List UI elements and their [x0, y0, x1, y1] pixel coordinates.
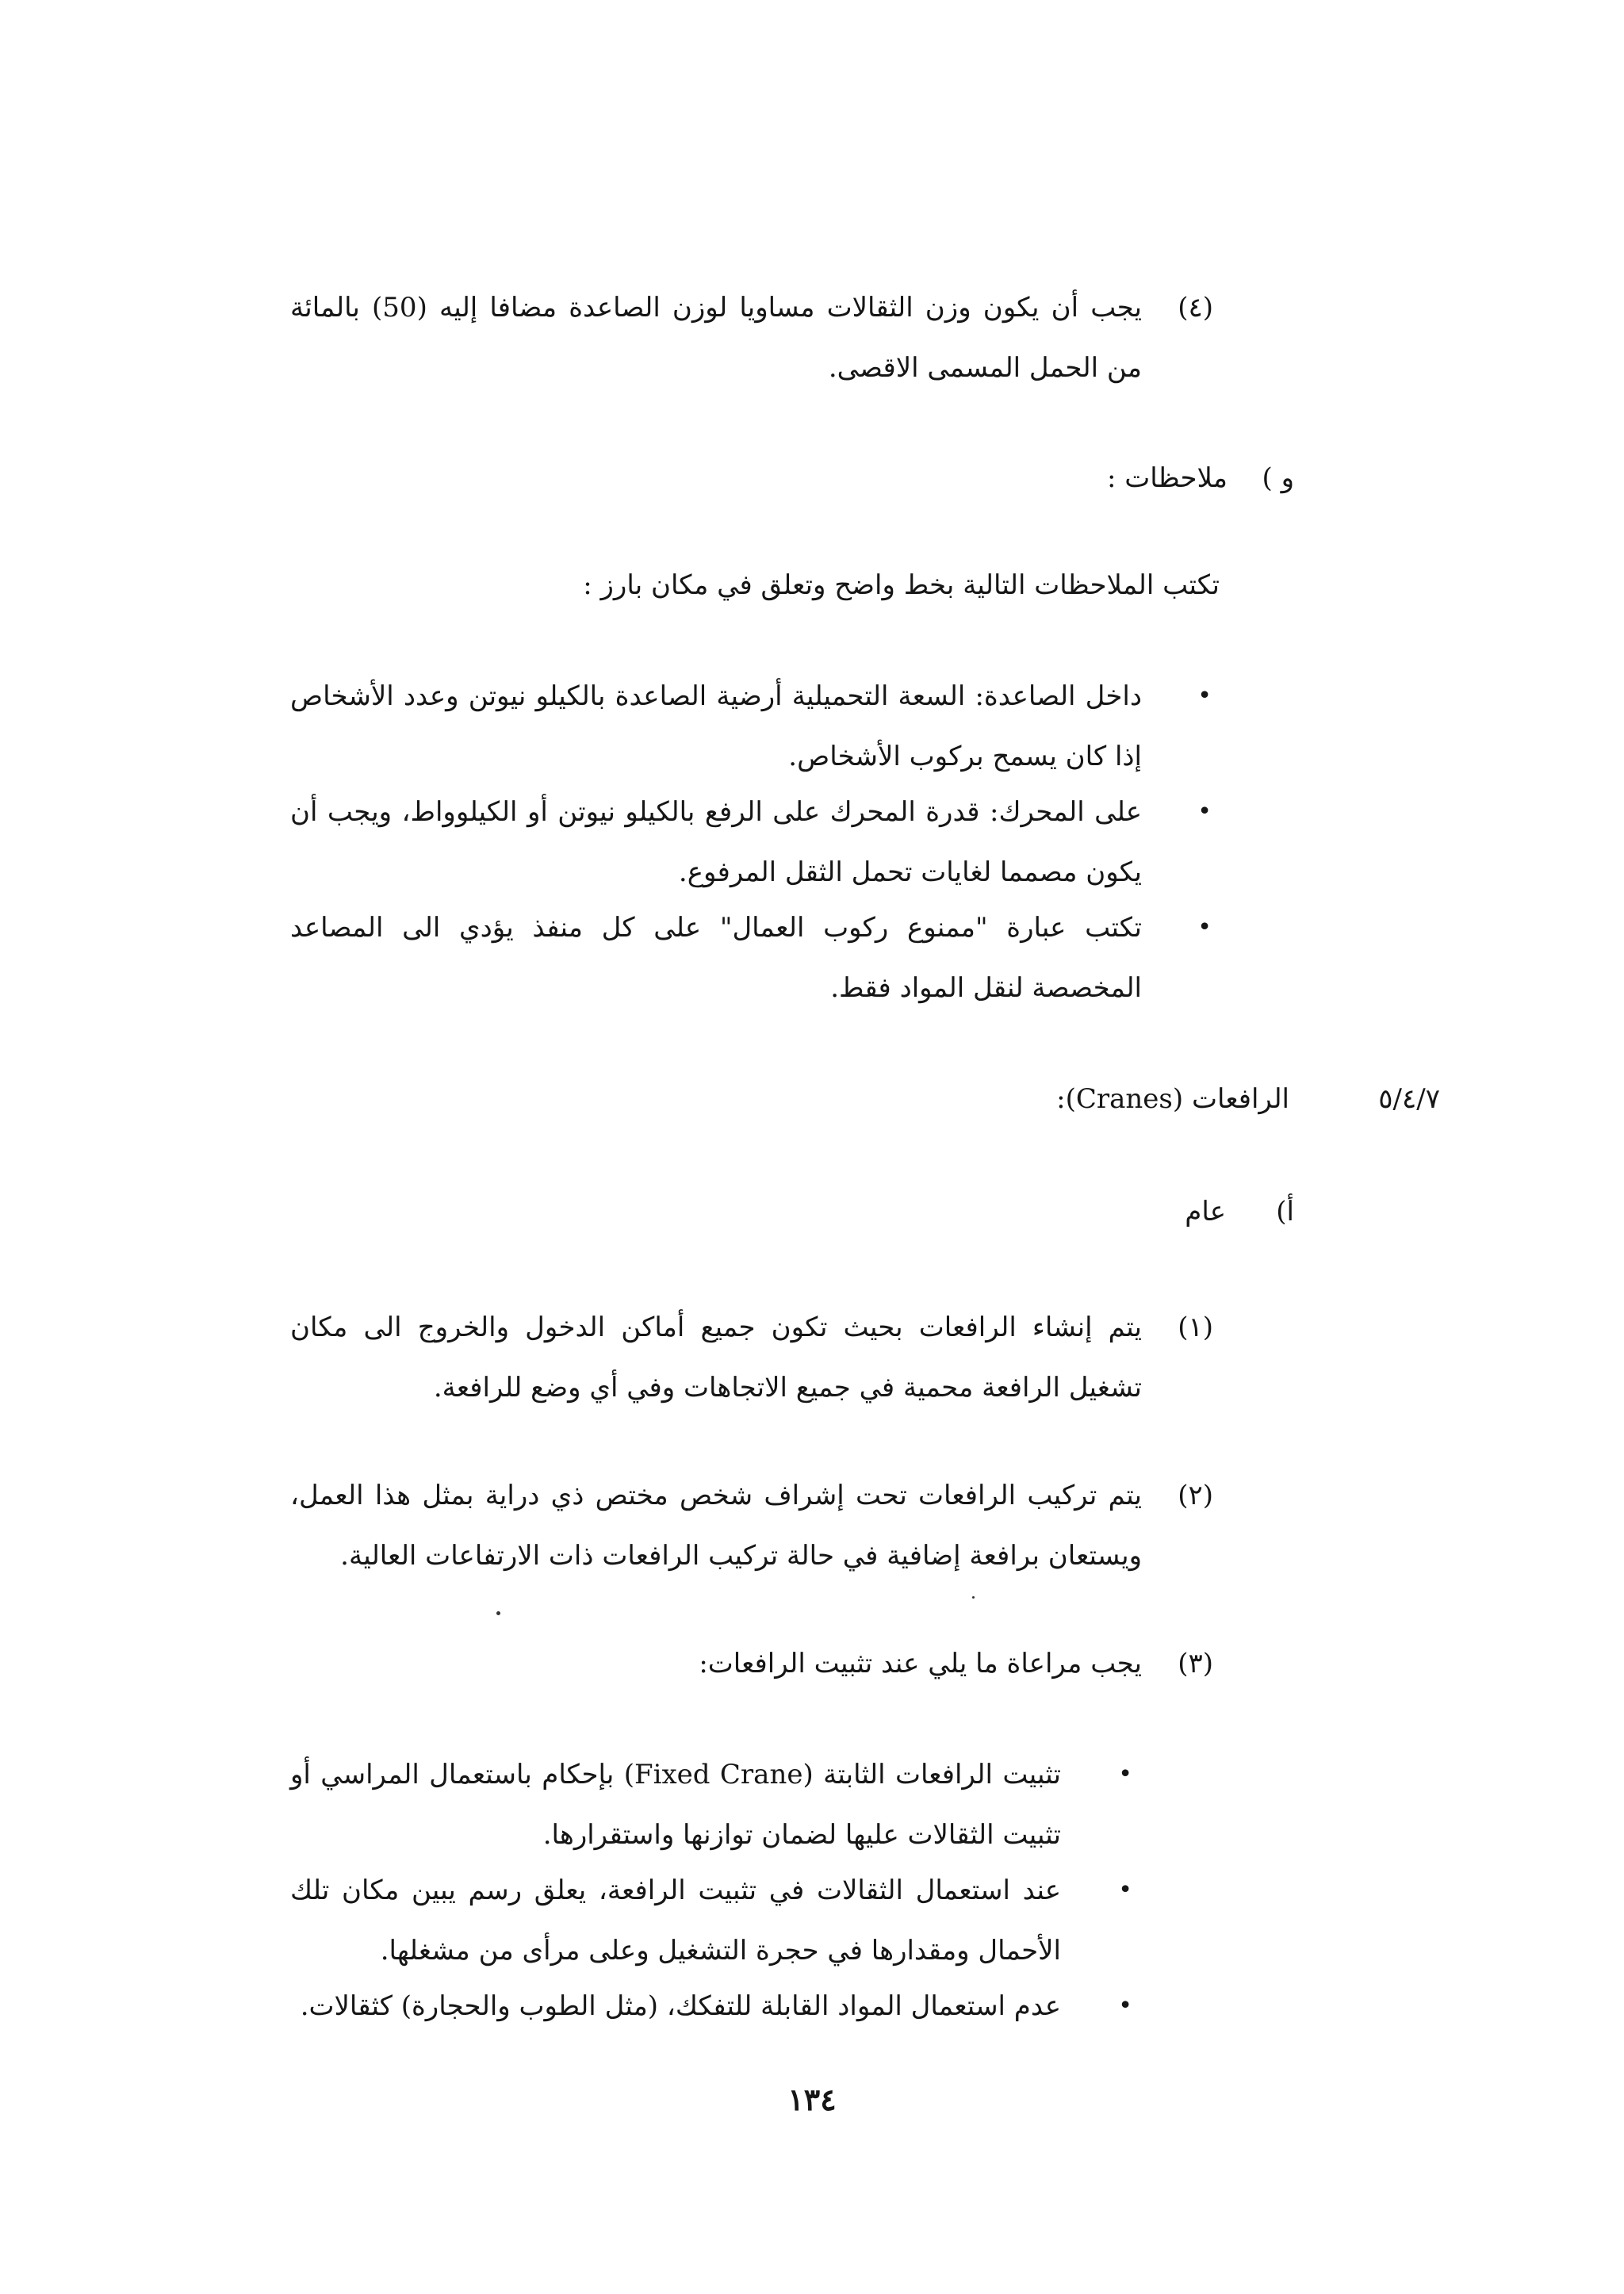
install-bullet-1: تثبيت الرافعات الثابتة (Fixed Crane) بإحكام باستعمال المراسي أو تثبيت الثقالات عليها لضمان توازنها واستقرارها. [290, 1759, 1062, 1851]
notes-bullet-2: على المحرك: قدرة المحرك على الرفع بالكيلو نيوتن أو الكيلوواط، ويجب أن يكون مصمما لغايات تحمل الثقل المرفوع. [290, 796, 1142, 888]
item-2-text: يتم تركيب الرافعات تحت إشراف شخص مختص ذي دراية بمثل هذا العمل، ويستعان برافعة إضافية في حالة تركيب الرافعات ذات الارتفاعات العالية. [290, 1480, 1142, 1572]
bullet-icon: • [1197, 798, 1212, 825]
bullet-icon: • [1118, 1876, 1132, 1904]
item-4-text: يجب أن يكون وزن الثقالات مساويا لوزن الصاعدة مضافا إليه (50) بالمائة من الحمل المسمى الاقصى. [290, 292, 1142, 384]
notes-bullet-1: داخل الصاعدة: السعة التحميلية أرضية الصاعدة بالكيلو نيوتن وعدد الأشخاص إذا كان يسمح بركوب الأشخاص. [290, 680, 1142, 772]
item-2-number: (٢) [1178, 1480, 1213, 1511]
install-bullet-2: عند استعمال الثقالات في تثبيت الرافعة، يعلق رسم يبين مكان تلك الأحمال ومقدارها في حجرة التشغيل وعلى مرأى من مشغلها. [290, 1875, 1061, 1967]
section-title: الرافعات (Cranes): [1056, 1083, 1289, 1115]
notes-bullet-3: تكتب عبارة "ممنوع ركوب العمال" على كل منفذ يؤدي الى المصاعد المخصصة لنقل المواد فقط. [290, 912, 1142, 1004]
item-3-text: يجب مراعاة ما يلي عند تثبيت الرافعات: [699, 1648, 1142, 1679]
item-3-number: (٣) [1178, 1648, 1213, 1679]
bullet-icon: • [1197, 682, 1212, 710]
page-number: ١٣٤ [787, 2081, 837, 2117]
install-bullet-3: عدم استعمال المواد القابلة للتفكك، (مثل الطوب والحجارة) كثقالات. [300, 1990, 1061, 2022]
item-1-number: (١) [1178, 1312, 1213, 1343]
subsection-title: عام [1185, 1196, 1226, 1227]
item-1-text: يتم إنشاء الرافعات بحيث تكون جميع أماكن الدخول والخروج الى مكان تشغيل الرافعة محمية في جميع الاتجاهات وفي أي وضع للرافعة. [290, 1312, 1142, 1404]
bullet-icon: • [1118, 1760, 1132, 1788]
scan-speck [972, 1596, 975, 1599]
subsection-label: أ) [1276, 1196, 1294, 1227]
notes-intro: تكتب الملاحظات التالية بخط واضح وتعلق في مكان بارز : [583, 569, 1220, 601]
notes-heading-label: و ) [1262, 462, 1294, 494]
scan-speck [496, 1611, 500, 1615]
bullet-icon: • [1197, 913, 1212, 941]
section-number: ٥/٤/٧ [1378, 1083, 1440, 1115]
notes-heading-title: ملاحظات : [1106, 462, 1228, 494]
bullet-icon: • [1118, 1992, 1132, 2020]
item-4-number: (٤) [1178, 292, 1213, 324]
